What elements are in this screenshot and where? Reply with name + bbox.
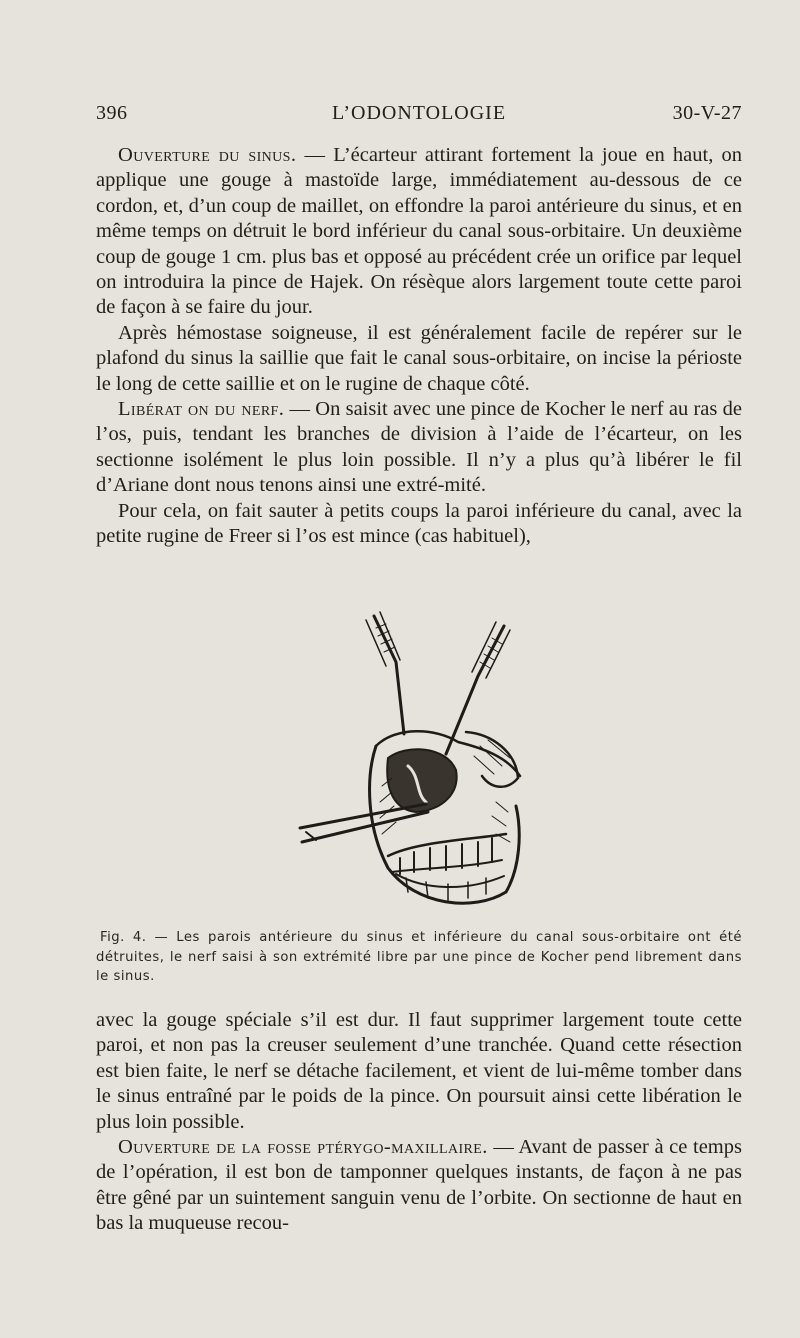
- text-block-upper: [96, 143, 742, 550]
- figure-caption-text: — Les parois antérieure du sinus et inférieure du canal sous-orbitaire ont été détruites, le nerf saisi à son extrémité libre par une pince de Kocher pend librement dans le sinus.: [96, 930, 742, 984]
- paragraph-text: — Avant de passer à ce temps de l’opération, il est bon de tamponner quelques instants, de façon à ne pas être gêné par un suintement sanguin venu de l’orbite. On sectionne de haut en bas la muqueuse recou-: [96, 1136, 742, 1235]
- section-heading: Ouverture du sinus.: [118, 144, 297, 166]
- paragraph-hemostase: [96, 321, 742, 397]
- paragraph-text: — On saisit avec une pince de Kocher le nerf au ras de l’os, puis, tendant les branches de division à l’aide de l’écarteur, on les sectionne isolément le plus loin possible. Il n’y a plus qu’à libérer le fil d’Ariane dont nous tenons ainsi une extré-mité.: [96, 398, 742, 497]
- page-number: 396: [96, 102, 128, 124]
- paragraph-text: avec la gouge spéciale s’il est dur. Il faut supprimer largement toute cette paroi, et non pas la creuser seulement d’une tranchée. Quand cette résection est bien faite, le nerf se détache facilement, et vient de lui-même tomber dans le sinus entraîné par le poids de la pince. On poursuit ainsi cette libération le plus loin possible.: [96, 1009, 742, 1133]
- section-heading: Ouverture de la fosse ptérygo-maxillaire.: [118, 1136, 488, 1159]
- figure-label: Fig. 4.: [100, 930, 147, 945]
- section-heading: Libérat on du nerf.: [118, 398, 285, 421]
- paragraph-pour-cela: [96, 499, 742, 550]
- paragraph-text: — L’écarteur attirant fortement la joue en haut, on applique une gouge à mastoïde large, immédiatement au-dessous de ce cordon, et, d’un coup de maillet, on effondre la paroi antérieure du sinus, et en même temps on détruit le bord inférieur du canal sous-orbitaire. Un deuxième coup de gouge 1 cm. plus bas et opposé au précédent crée un orifice par lequel on introduira la pince de Hajek. On résèque alors largement toute cette paroi de façon à se faire du jour.: [96, 144, 742, 319]
- paragraph-liberation-nerf: [96, 397, 742, 499]
- paragraph-fosse-pterygo: [96, 1135, 742, 1237]
- paragraph-text: Pour cela, on fait sauter à petits coups la paroi inférieure du canal, avec la petite rugine de Freer si l’os est mince (cas habituel),: [96, 499, 742, 548]
- figure-caption: [96, 928, 742, 987]
- running-header: [96, 102, 742, 130]
- text-block-lower: [96, 1008, 742, 1237]
- surgical-illustration: [296, 606, 536, 918]
- paragraph-text: Après hémostase soigneuse, il est généralement facile de repérer sur le plafond du sinus la saillie que fait le canal sous-orbitaire, on incise la périoste le long de cette saillie et on le rugine de chaque côté.: [96, 321, 742, 395]
- paragraph-ouverture-sinus: [96, 143, 742, 321]
- paragraph-continuation: [96, 1008, 742, 1135]
- issue-date: 30-V-27: [672, 102, 742, 124]
- running-title: L’ODONTOLOGIE: [331, 102, 507, 124]
